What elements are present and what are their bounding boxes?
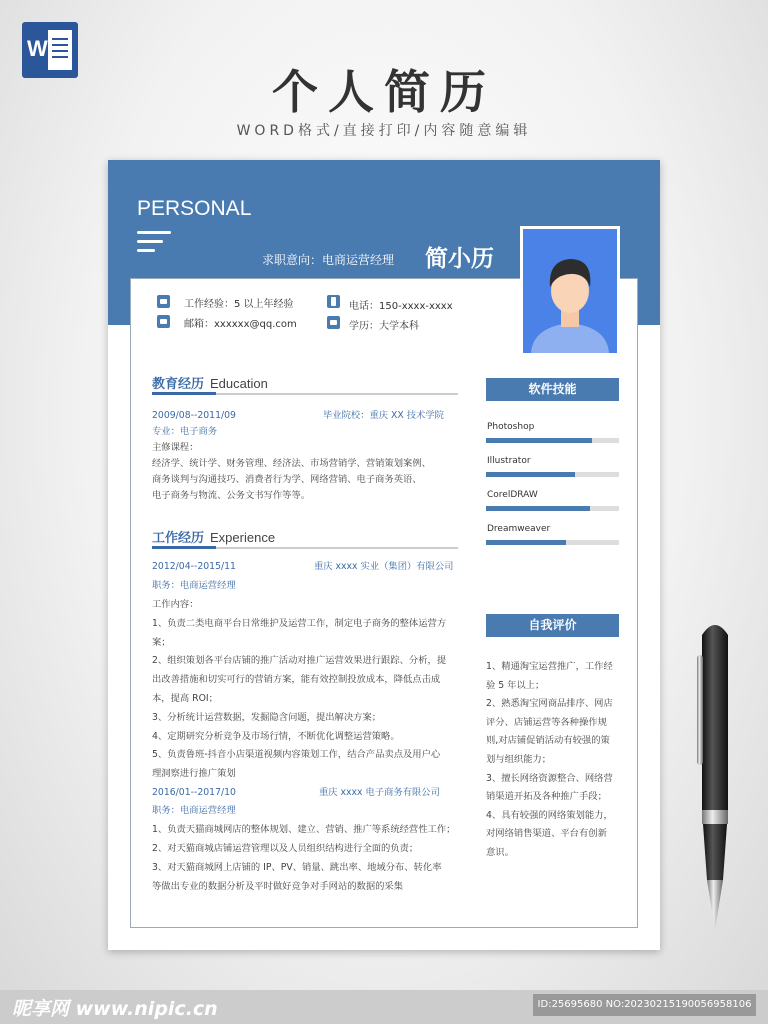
text-line: 1、负责天猫商城网店的整体规划、建立、营销、推广等系统经营性工作； [152,824,456,835]
text-line: 对网络销售渠道、平台有创新 [486,828,607,840]
job-role: 职务：电商运营经理 [152,580,236,591]
text-line: 则,对店铺促销活动有较强的策 [486,735,610,747]
edu-date: 2009/08--2011/09 [152,410,236,421]
text-line: 出改善措施和切实可行的营销方案，能有效控制投放成本，降低点击成 [152,674,441,686]
edu-line: 电子商务与物流、公务文书写作等等。 [152,490,311,501]
briefcase-icon [157,295,170,308]
job-date: 2016/01--2017/10 [152,787,236,798]
education-heading: 教育经历 Education [152,376,268,392]
text-line: 5、负责鲁班-抖音小店渠道视频内容策划工作，结合产品卖点及用户心 [152,749,441,761]
page-subtitle: WORD格式/直接打印/内容随意编辑 [236,123,532,139]
text-line: 理洞察进行推广策划 [152,768,236,780]
phone-icon [327,295,340,308]
text-line: 划与组织能力； [486,754,552,765]
job-company: 重庆 xxxx 电子商务有限公司 [319,787,440,798]
text-line: 3、对天猫商城网上店铺的 IP、PV、销量、跳出率、地域分布、转化率 [152,862,442,873]
edu-courses-label: 主修课程： [152,442,199,453]
skill-bar [486,472,619,477]
skill-bar-fill [486,506,590,511]
skill-name: Photoshop [487,422,535,432]
job-role: 职务：电商运营经理 [152,805,236,816]
skill-bar [486,438,619,443]
skill-name: Illustrator [487,456,531,466]
skill-bar-fill [486,472,575,477]
text-line: 工作内容： [152,599,199,610]
info-phone: 电话：150-xxxx-xxxx [349,301,453,312]
text-line: 3、擅长网络资源整合、网络营 [486,772,613,784]
text-line: 等做出专业的数据分析及平时做好竞争对手网站的数据的采集 [152,881,404,892]
text-line: 2、对天猫商城店铺运营管理以及人员组织结构进行全面的负责； [152,843,419,854]
info-degree: 学历：大学本科 [349,321,419,332]
text-line: 销渠道开拓及各种推广手段； [486,791,607,803]
word-letter: W [27,36,48,61]
edu-major: 专业：电子商务 [152,426,218,437]
image-id: ID:25695680 NO:20230215190056958106 [533,994,756,1016]
skill-bar [486,540,619,545]
info-email: 邮箱：xxxxxx@qq.com [184,319,297,330]
edu-line: 经济学、统计学、财务管理、经济法、市场营销学、营销策划案例、 [152,458,431,469]
job-company: 重庆 xxxx 实业（集团）有限公司 [314,561,454,572]
watermark-logo: 昵享网 www.nipic.cn [12,998,218,1020]
divider [152,393,458,395]
edu-school: 毕业院校：重庆 XX 技术学院 [323,410,444,421]
info-experience: 工作经验：5 以上年经验 [184,299,294,310]
graduation-cap-icon [327,316,340,329]
mail-icon [157,315,170,328]
candidate-name: 简小历 [425,246,494,272]
text-line: 验 5 年以上； [486,679,545,691]
edu-line: 商务谈判与沟通技巧、消费者行为学、网络营销、电子商务英语、 [152,474,422,485]
text-line: 意识。 [486,847,514,858]
text-line: 2、熟悉淘宝网商品排序、网店 [486,698,613,710]
page-title: 个人简历 [272,65,496,119]
skill-bar [486,506,619,511]
avatar [520,226,620,356]
personal-label: PERSONAL [137,197,252,220]
text-line: 本，提高 ROI； [152,693,218,704]
skills-heading: 软件技能 [486,378,619,401]
text-line: 1、精通淘宝运营推广，工作经 [486,661,613,672]
text-line: 评分、店铺运营等各种操作规 [486,716,607,728]
skill-name: Dreamweaver [487,524,551,534]
experience-heading: 工作经历 Experience [152,530,276,546]
text-line: 案； [152,636,171,648]
divider [152,547,458,549]
skill-name: CorelDRAW [487,490,538,500]
text-line: 3、分析统计运营数据，发掘隐含问题，提出解决方案； [152,711,382,723]
self-eval-heading: 自我评价 [486,614,619,637]
job-date: 2012/04--2015/11 [152,561,236,572]
text-line: 1、负责二类电商平台日常维护及运营工作，制定电子商务的整体运营方 [152,617,447,629]
text-line: 2、组织策划各平台店铺的推广活动对推广运营效果进行跟踪、分析，提 [152,655,447,667]
text-line: 4、定期研究分析竞争及市场行情，不断优化调整运营策略。 [152,730,400,742]
job-intent: 求职意向：电商运营经理 [262,253,395,267]
skill-bar-fill [486,540,566,545]
fountain-pen-icon [690,615,750,945]
skill-bar-fill [486,438,592,443]
text-line: 4、具有较强的网络策划能力， [486,809,613,821]
